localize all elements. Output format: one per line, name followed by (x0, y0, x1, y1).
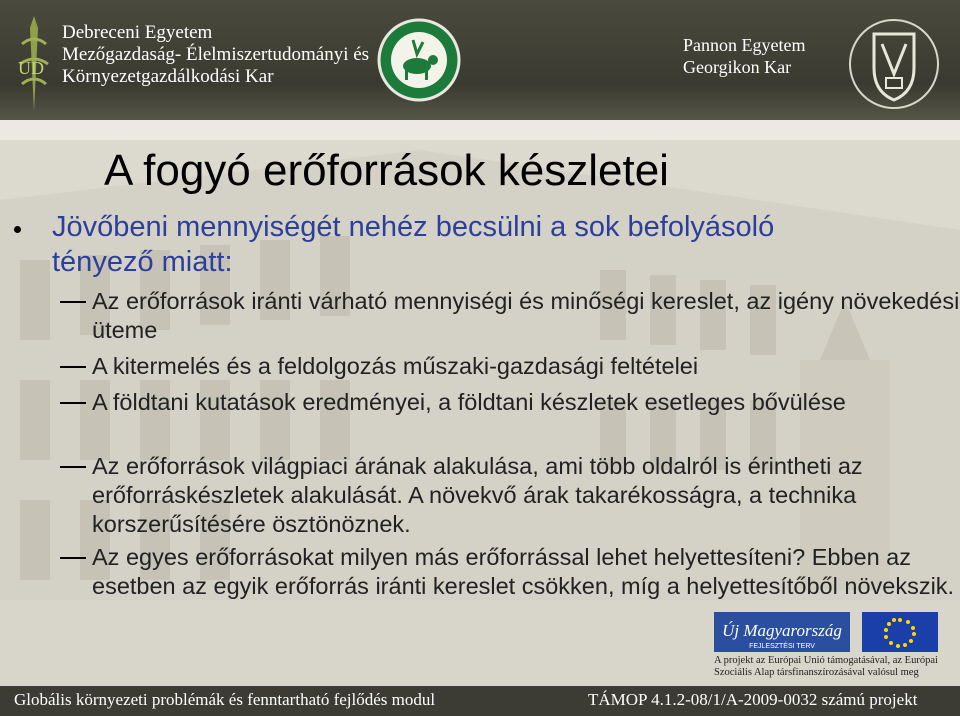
bullet-dot-icon (14, 226, 21, 233)
faculty-name (62, 22, 369, 88)
partner-line-2: Georgikon Kar (683, 57, 792, 77)
partner-line-1: Pannon Egyetem (683, 35, 806, 55)
dash-icon (60, 366, 86, 368)
footer-project-code: TÁMOP 4.1.2-08/1/A-2009-0032 számú projekt (588, 690, 918, 709)
faculty-line-3: Környezetgazdálkodási Kar (62, 66, 274, 87)
faculty-seal-icon (377, 14, 461, 106)
fejlesztesi-terv-text: FEJLESZTÉSI TERV (749, 643, 815, 650)
footer-module-title: Globális környezeti problémák és fenntartható fejlődés modul (14, 690, 436, 709)
sub-bullet-text: Az erőforrások világpiaci árának alakulása, ami több oldalról is érintheti az erőforráskészletek alakulását. A növekvő árak takarékosságra, a technika korszerűsítésére ösztönöznek. (92, 453, 863, 537)
uj-magyarorszag-logo: Új Magyarország (722, 621, 842, 640)
university-crest-icon (14, 14, 54, 114)
slide-title: A fogyó erőforrások készletei (104, 146, 669, 195)
crest-letters: UD (18, 58, 44, 78)
faculty-line-2: Mezőgazdaság- Élelmiszertudományi és (62, 44, 370, 65)
sub-bullet-text: A földtani kutatások eredményei, a földtani készletek esetleges bővülése (92, 389, 846, 415)
eu-logos (714, 612, 944, 656)
main-bullet-text: Jövőbeni mennyiségét nehéz becsülni a sok befolyásoló tényező miatt: (52, 211, 775, 278)
dash-icon (60, 466, 86, 468)
sub-bullet-text: Az erőforrások iránti várható mennyiségi és minőségi kereslet, az igény növekedési üteme (92, 288, 960, 343)
dash-icon (60, 557, 86, 559)
eu-funding-note: A projekt az Európai Unió támogatásával, az Európai Szociális Alap társfinanszírozásával valósul meg (714, 655, 938, 678)
dash-icon (60, 301, 86, 303)
sub-bullet-text: Az egyes erőforrásokat milyen más erőforrással lehet helyettesíteni? Ebben az esetben az egyik erőforrás iránti kereslet csökken, míg a helyettesítőből növekszik. (92, 544, 955, 599)
partner-university-name (683, 34, 805, 78)
faculty-line-1: Debreceni Egyetem (62, 22, 213, 43)
pannon-shield-icon (842, 14, 946, 114)
sub-bullet-text: A kitermelés és a feldolgozás műszaki-gazdasági feltételei (92, 353, 699, 379)
dash-icon (60, 402, 86, 404)
